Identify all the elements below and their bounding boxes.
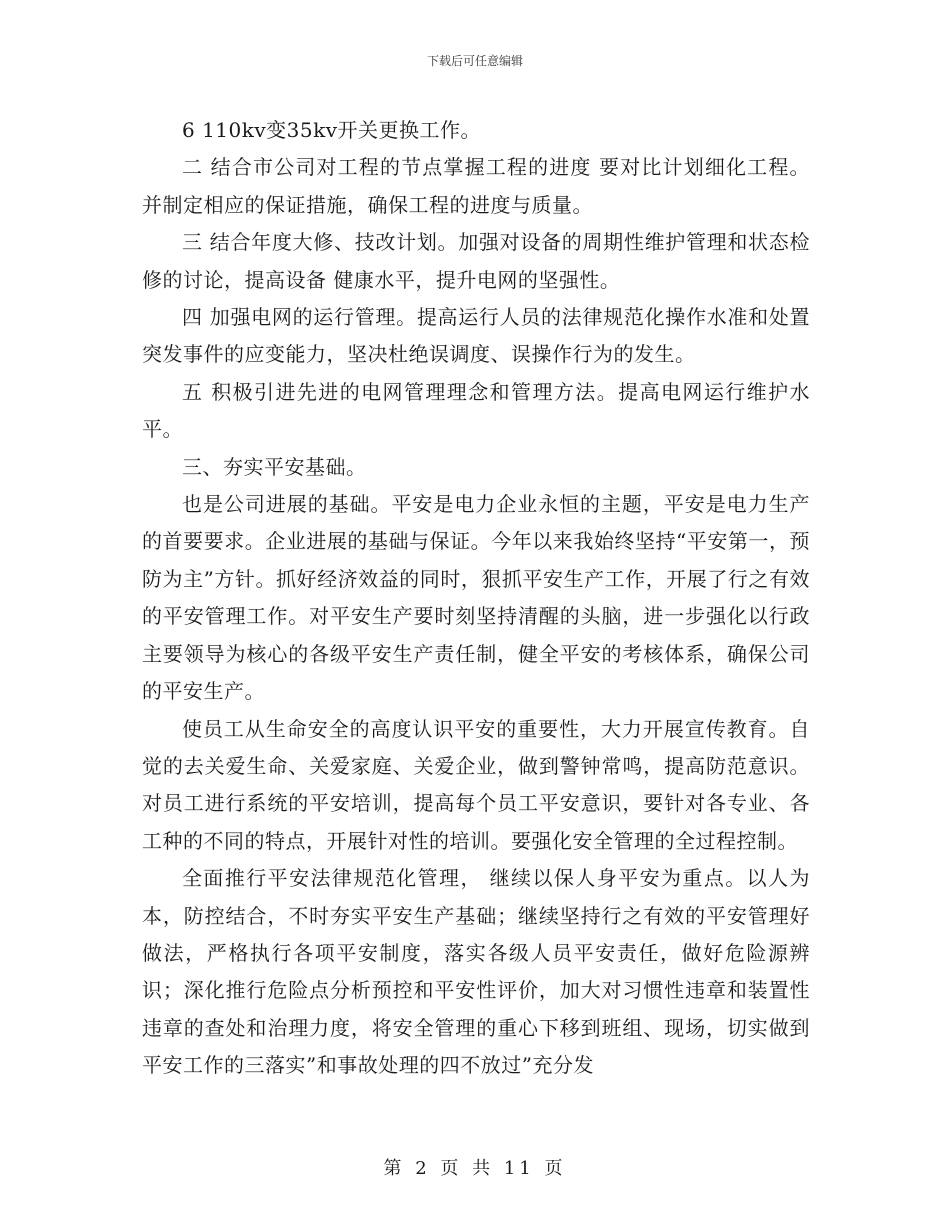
- paragraph-item-5: 五 积极引进先进的电网管理理念和管理方法。提高电网运行维护水平。: [142, 379, 810, 442]
- paragraph-safety-foundation: 也是公司进展的基础。平安是电力企业永恒的主题，平安是电力生产的首要要求。企业进展的基础与保证。今年以来我始终坚持“平安第一，预防为主”方针。抓好经济效益的同时，狠抓平安生产工作，开展了行之有效的平安管理工作。对平安生产要时刻坚持清醒的头脑，进一步强化以行政主要领导为核心的各级平安生产责任制，健全平安的考核体系，确保公司的平安生产。: [142, 492, 810, 704]
- paragraph-safety-management: 全面推行平安法律规范化管理， 继续以保人身平安为重点。以人为本，防控结合，不时夯实平安生产基础；继续坚持行之有效的平安管理好做法，严格执行各项平安制度，落实各级人员平安责任，做好危险源辨识；深化推行危险点分析预控和平安性评价，加大对习惯性违章和装置性违章的查处和治理力度，将安全管理的重心下移到班组、现场，切实做到平安工作的三落实”和事故处理的四不放过”充分发: [142, 866, 810, 1078]
- section-heading: 三、夯实平安基础。: [182, 454, 367, 479]
- document-body: [142, 112, 810, 1085]
- paragraph-item-3: 三 结合年度大修、技改计划。加强对设备的周期性维护管理和状态检修的讨论，提高设备 健康水平，提升电网的坚强性。: [142, 230, 810, 292]
- paragraph-safety-education: 使员工从生命安全的高度认识平安的重要性，大力开展宣传教育。自觉的去关爱生命、关爱家庭、关爱企业，做到警钟常鸣，提高防范意识。对员工进行系统的平安培训，提高每个员工平安意识，要针对各专业、各工种的不同的特点，开展针对性的培训。要强化安全管理的全过程控制。: [142, 716, 810, 853]
- paragraph-item-4: 四 加强电网的运行管理。提高运行人员的法律规范化操作水准和处置突发事件的应变能力，坚决杜绝误调度、误操作行为的发生。: [142, 305, 810, 367]
- paragraph-item-6: 6 110kv变35kv开关更换工作。: [182, 118, 482, 142]
- page-header: 下载后可任意编辑: [426, 54, 523, 68]
- page-number: 第 2 页 共 11 页: [383, 1158, 567, 1179]
- paragraph-item-2: 二 结合市公司对工程的节点掌握工程的进度 要对比计划细化工程。并制定相应的保证措施，确保工程的进度与质量。: [142, 155, 810, 217]
